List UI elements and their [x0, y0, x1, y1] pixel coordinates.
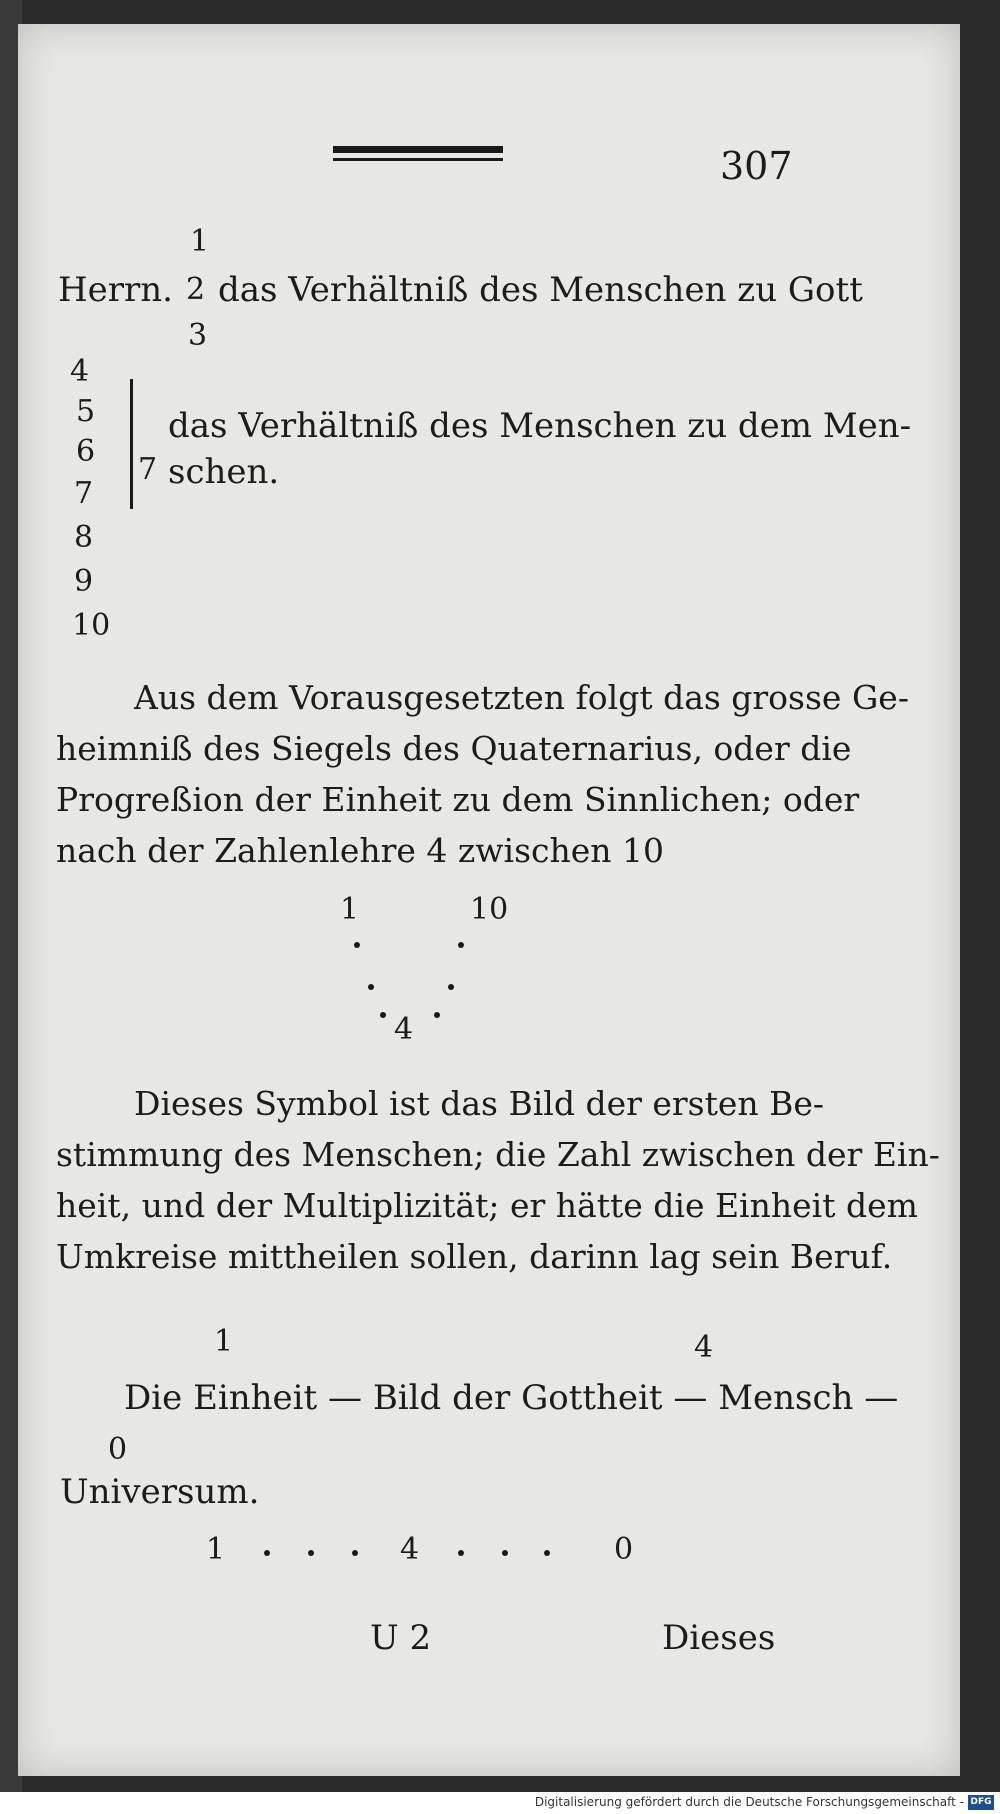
column-number-5: 5	[76, 394, 96, 429]
header-rule-thin	[333, 158, 503, 161]
paragraph-line: Dieses Symbol ist das Bild der ersten Be-	[134, 1084, 825, 1123]
column-number-6: 6	[76, 434, 96, 469]
progression-dot	[502, 1550, 508, 1556]
paragraph-line: heit, und der Multiplizität; er hätte die Einheit dem	[56, 1186, 918, 1225]
paragraph-line: Aus dem Vorausgesetzten folgt das grosse Ge-	[134, 678, 909, 717]
paragraph-line: nach der Zahlenlehre 4 zwischen 10	[56, 831, 665, 870]
universum-word: Universum.	[60, 1472, 260, 1512]
book-page	[18, 24, 960, 1776]
sequence-number-0: 0	[108, 1432, 128, 1467]
column-number-4: 4	[70, 354, 90, 389]
progression-0: 0	[614, 1532, 634, 1567]
symbol-label-10: 10	[470, 892, 509, 927]
catchword: Dieses	[662, 1618, 776, 1658]
symbol-dot	[368, 984, 374, 990]
page-number: 307	[720, 144, 793, 188]
progression-dot	[544, 1550, 550, 1556]
symbol-label-4: 4	[394, 1012, 414, 1047]
sequence-number-4: 4	[694, 1330, 714, 1365]
header-rule-thick	[333, 146, 503, 153]
column-number-8: 8	[74, 520, 94, 555]
sequence-line: Die Einheit — Bild der Gottheit — Mensch —	[124, 1378, 899, 1418]
paragraph-line: Umkreise mittheilen sollen, darinn lag sein Beruf.	[56, 1237, 893, 1276]
symbol-dot	[458, 942, 464, 948]
progression-dot	[458, 1550, 464, 1556]
progression-4: 4	[400, 1532, 420, 1567]
symbol-dot	[448, 984, 454, 990]
paragraph-line: Progreßion der Einheit zu dem Sinnlichen; oder	[56, 780, 860, 819]
paragraph-line: heimniß des Siegels des Quaternarius, oder die	[56, 729, 852, 768]
herrn-word: Herrn.	[58, 270, 173, 310]
progression-dot	[308, 1550, 314, 1556]
header-number-3: 3	[188, 318, 208, 353]
progression-dot	[264, 1550, 270, 1556]
relation-man-line-1: das Verhältniß des Menschen zu dem Men-	[168, 406, 912, 446]
relation-god-text: das Verhältniß des Menschen zu Gott	[218, 270, 863, 310]
relation-man-line-2: schen.	[168, 452, 280, 492]
paragraph-symbol-meaning	[56, 1078, 940, 1282]
signature-mark: U 2	[370, 1618, 432, 1658]
symbol-dot	[434, 1012, 440, 1018]
progression-1: 1	[206, 1532, 226, 1567]
paragraph-quaternarius	[56, 672, 909, 876]
relation-number-7: 7	[138, 452, 158, 487]
header-number-2: 2	[186, 272, 206, 307]
digitization-credit: Digitalisierung gefördert durch die Deutsche Forschungsgemeinschaft -	[534, 1795, 964, 1809]
paragraph-line: stimmung des Menschen; die Zahl zwischen der Ein-	[56, 1135, 940, 1174]
symbol-label-1: 1	[340, 892, 360, 927]
column-number-7: 7	[74, 476, 94, 511]
sequence-number-1: 1	[214, 1324, 234, 1359]
bracket-bar	[130, 379, 133, 509]
progression-dot	[352, 1550, 358, 1556]
dfg-logo: DFG	[968, 1795, 994, 1810]
header-number-1: 1	[190, 224, 210, 259]
column-number-9: 9	[74, 564, 94, 599]
symbol-dot	[380, 1012, 386, 1018]
symbol-dot	[354, 942, 360, 948]
column-number-10: 10	[72, 608, 111, 643]
